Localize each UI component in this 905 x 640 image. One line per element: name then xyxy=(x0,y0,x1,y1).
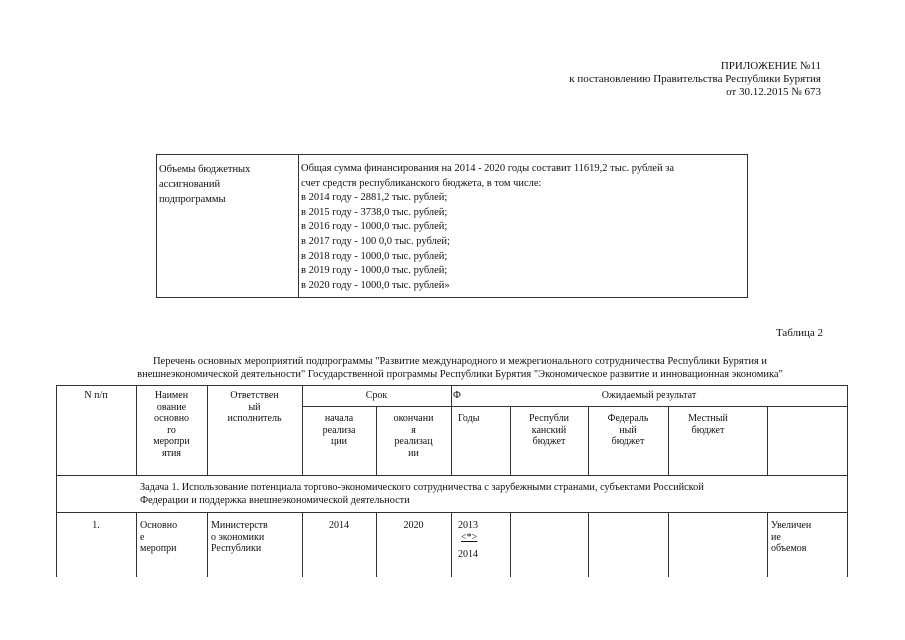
task-row: Задача 1. Использование потенциала торгово-экономического сотрудничества с зарубежными странами, субъектами Российской Федерации и поддержка внешнеэкономической деятельности xyxy=(140,482,704,506)
col-header-f: Ф xyxy=(453,390,461,401)
row1-result: Увеличен ие объемов xyxy=(771,520,812,554)
col-header-name: Наимен ование основно го меропри ятия xyxy=(153,390,190,459)
budget-line: в 2020 году - 1000,0 тыс. рублей» xyxy=(301,279,450,291)
row1-responsible: Министерств о экономики Республики xyxy=(211,520,268,554)
budget-line: в 2019 году - 1000,0 тыс. рублей; xyxy=(301,265,448,277)
table-line xyxy=(136,512,137,577)
budget-line: в 2015 году - 3738,0 тыс. рублей; xyxy=(301,206,448,218)
row1-number: 1. xyxy=(92,520,100,531)
footnote-link[interactable]: <*> xyxy=(461,531,478,543)
col-header-term: Срок xyxy=(365,390,388,401)
table-line xyxy=(56,385,848,386)
col-header-responsible: Ответствен ый исполнитель xyxy=(227,390,282,424)
col-header-local-budget: Местный бюджет xyxy=(688,413,728,436)
table-label: Таблица 2 xyxy=(775,327,823,339)
col-header-republic-budget: Республи канский бюджет xyxy=(529,413,569,447)
table-line xyxy=(56,512,848,513)
budget-line: счет средств республиканского бюджета, в том числе: xyxy=(301,177,542,189)
col-header-years: Годы xyxy=(458,413,480,424)
table-title: Перечень основных мероприятий подпрограммы "Развитие международного и межрегионального сотрудничества Республики Бурятия и внешнеэкономической деятельности" Государственной программы Республики Бурятия "Экономическое развитие и инновационная экономика" xyxy=(137,356,783,380)
budget-label: Объемы бюджетных ассигнований подпрограммы xyxy=(157,155,299,297)
col-header-federal-budget: Федераль ный бюджет xyxy=(607,413,649,447)
appendix-number: ПРИЛОЖЕНИЕ №11 xyxy=(720,60,821,72)
table-line xyxy=(56,385,57,577)
table-line xyxy=(588,512,589,577)
resolution-date: от 30.12.2015 № 673 xyxy=(726,86,821,98)
budget-line: в 2017 году - 100 0,0 тыс. рублей; xyxy=(301,235,450,247)
col-header-number: N п/п xyxy=(84,390,108,401)
resolution-ref: к постановлению Правительства Республики Бурятия xyxy=(569,73,821,85)
row1-end: 2020 xyxy=(403,520,424,531)
row1-years: 2013 <*> 2014 xyxy=(458,520,508,561)
row1-start: 2014 xyxy=(329,520,349,531)
table-line xyxy=(767,512,768,577)
table-line xyxy=(510,512,511,577)
budget-line: в 2014 году - 2881,2 тыс. рублей; xyxy=(301,192,448,204)
col-header-expected: Ожидаемый результат xyxy=(601,390,697,401)
col-header-end: окончани я реализац ии xyxy=(393,413,434,459)
table-line xyxy=(767,406,768,475)
budget-line: Общая сумма финансирования на 2014 - 2020 годы составит 11619,2 тыс. рублей за xyxy=(301,163,674,174)
table-line xyxy=(207,512,208,577)
budget-line: в 2018 году - 1000,0 тыс. рублей; xyxy=(301,250,448,262)
table-line xyxy=(847,385,848,577)
table-line xyxy=(451,512,452,577)
col-header-start: начала реализа ции xyxy=(322,413,356,447)
table-line xyxy=(668,512,669,577)
budget-line: в 2016 году - 1000,0 тыс. рублей; xyxy=(301,221,448,233)
table-line xyxy=(56,475,848,476)
row1-name: Основно е меропри xyxy=(140,520,178,554)
